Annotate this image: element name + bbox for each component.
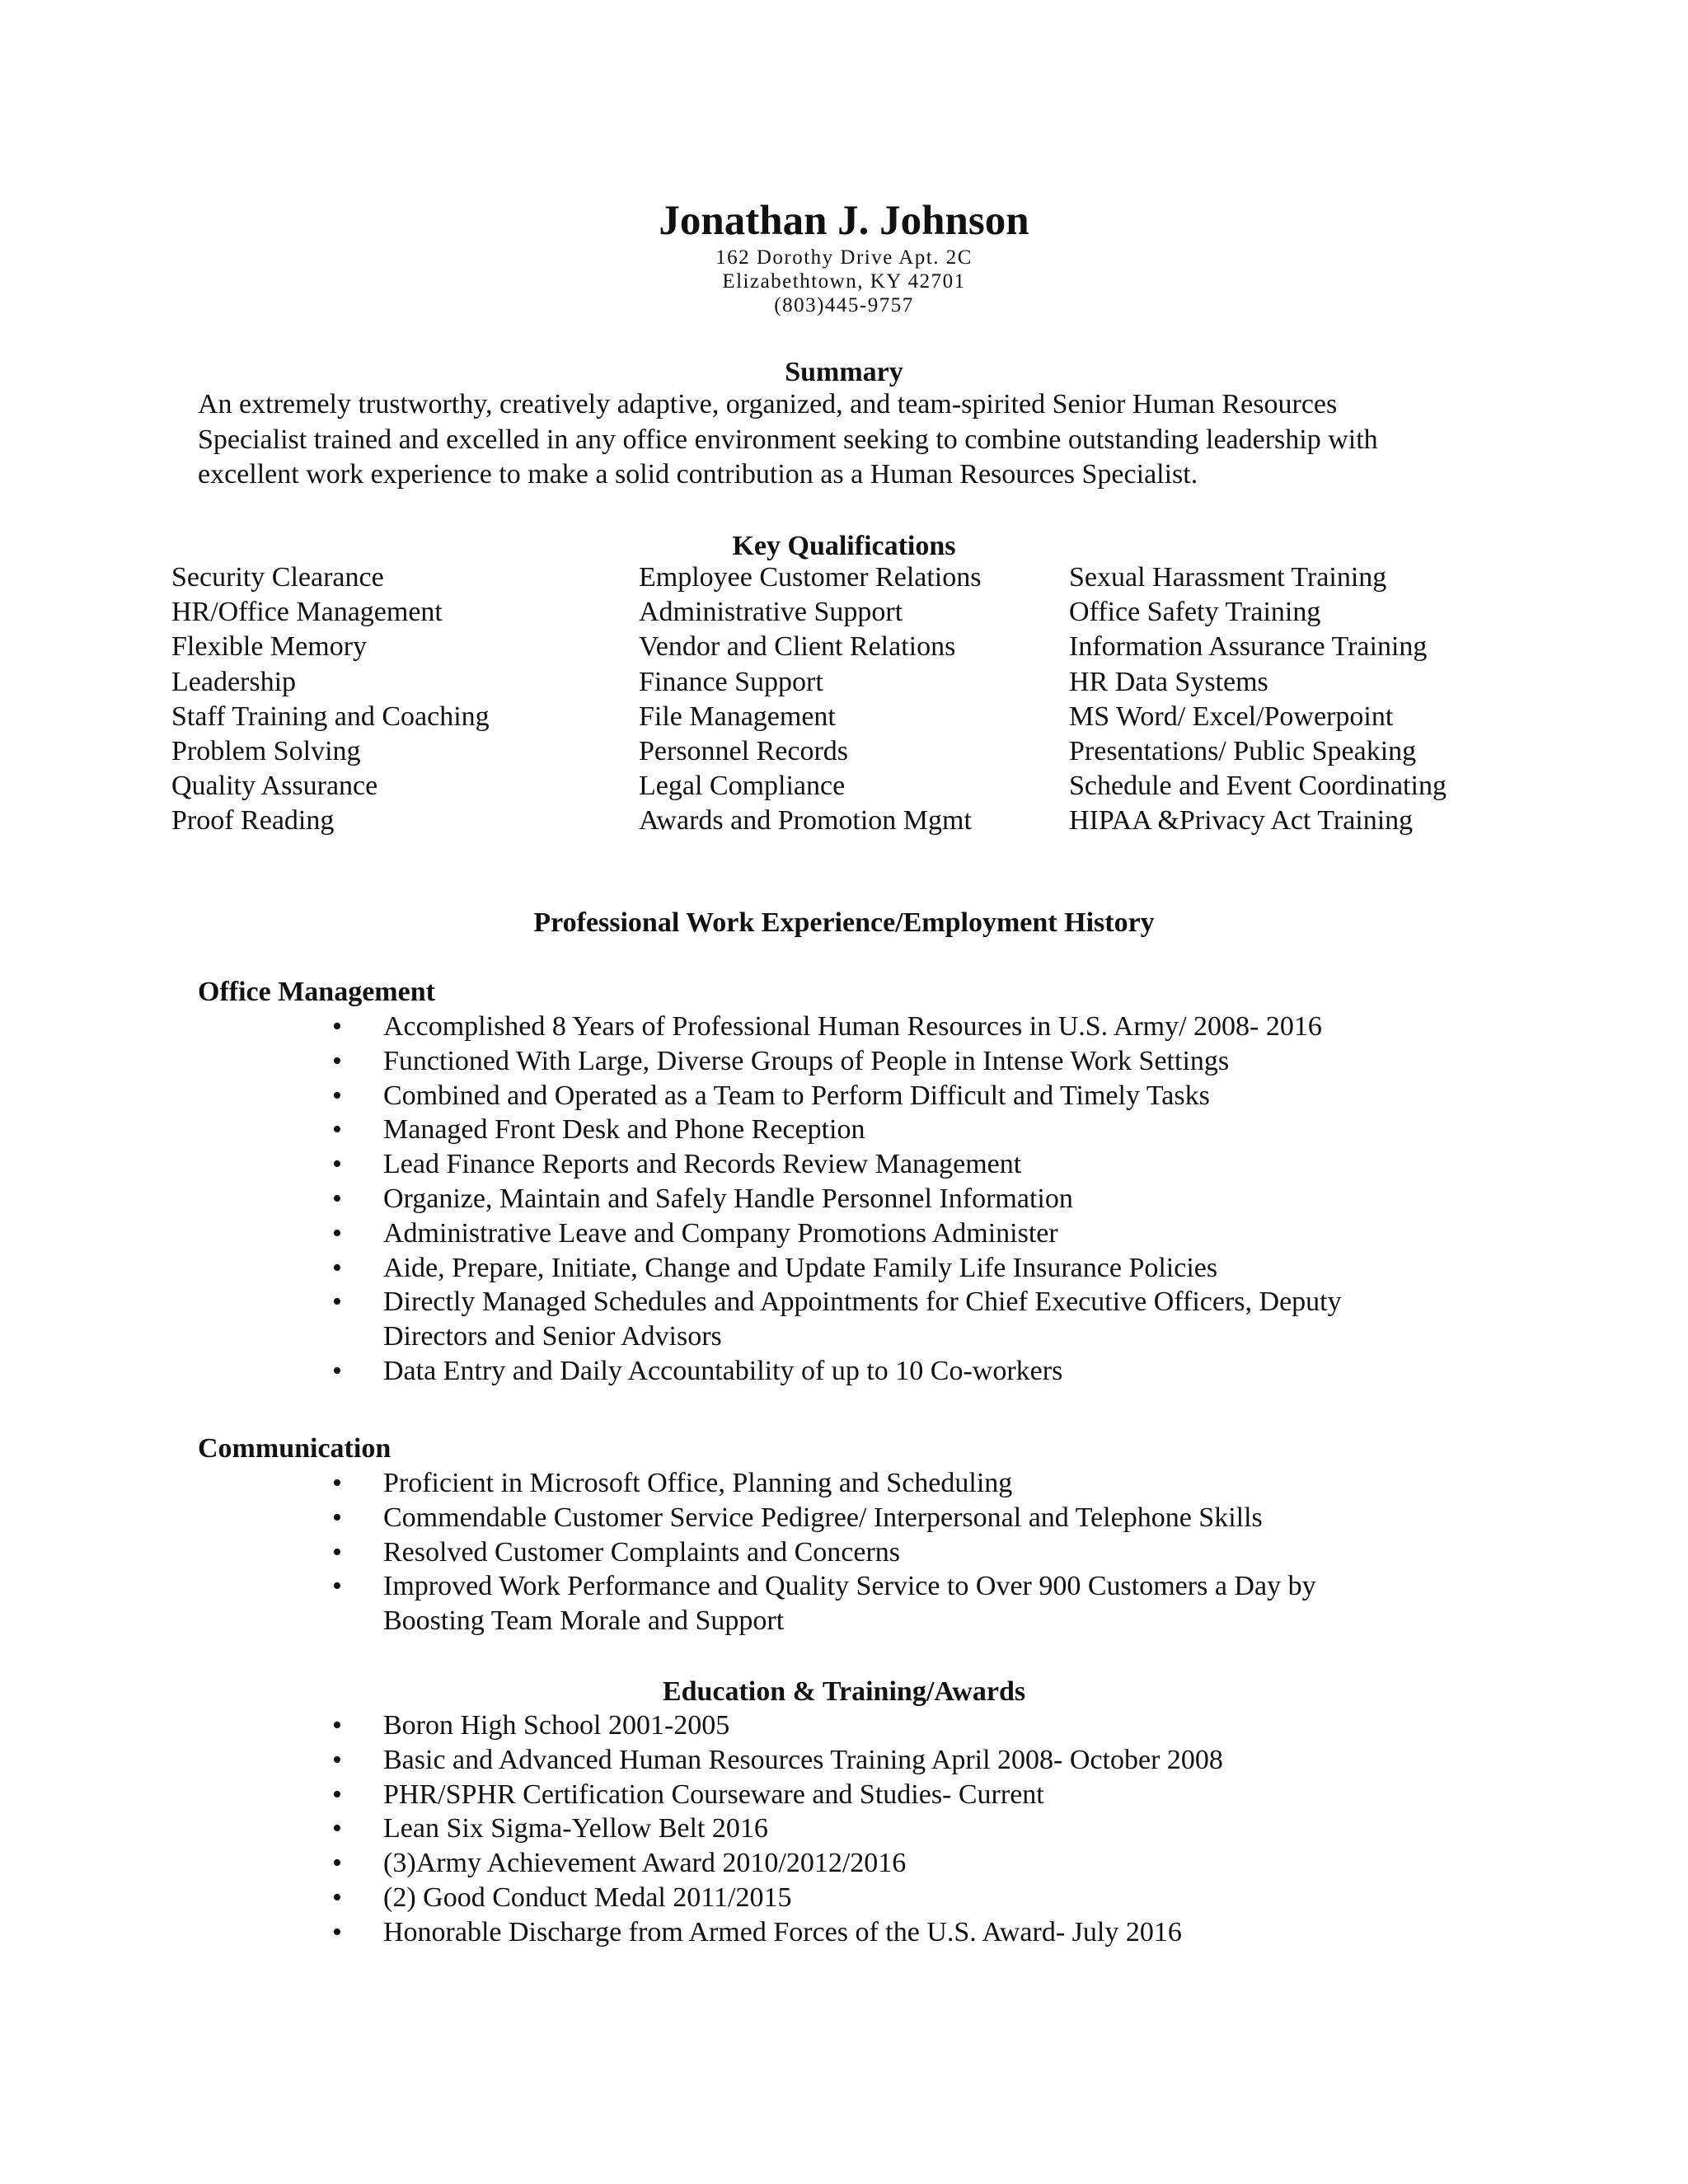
list-item: • Boron High School 2001-2005 bbox=[0, 1708, 1688, 1743]
list-item-line: Boosting Team Morale and Support bbox=[383, 1605, 785, 1637]
list-item: • Aide, Prepare, Initiate, Change and Update Family Life Insurance Policies bbox=[0, 1251, 1688, 1286]
summary-line: Specialist trained and excelled in any office environment seeking to combine outstanding leadership with bbox=[198, 424, 1378, 455]
list-item-line: • Improved Work Performance and Quality Service to Over 900 Customers a Day by bbox=[383, 1571, 1316, 1602]
qualifications-column-2 bbox=[639, 560, 982, 839]
qualification-item: Security Clearance bbox=[171, 562, 384, 593]
education-heading: Education & Training/Awards bbox=[662, 1676, 1026, 1707]
list-item: • Proficient in Microsoft Office, Planning and Scheduling bbox=[0, 1466, 1688, 1501]
qualification-item: Quality Assurance bbox=[171, 771, 378, 802]
qualification-item: Problem Solving bbox=[171, 736, 361, 767]
qualification-item: Legal Compliance bbox=[639, 771, 846, 802]
summary-heading: Summary bbox=[785, 357, 903, 387]
qualifications-column-3 bbox=[1069, 560, 1447, 839]
candidate-name: Jonathan J. Johnson bbox=[659, 198, 1029, 244]
qualification-item: HR/Office Management bbox=[171, 597, 443, 628]
list-item bbox=[0, 1285, 1688, 1354]
qualification-item: Office Safety Training bbox=[1069, 597, 1321, 628]
phone-number: (803)445-9757 bbox=[774, 294, 914, 316]
list-item: • Combined and Operated as a Team to Perform Difficult and Timely Tasks bbox=[0, 1079, 1688, 1113]
qualification-item: Information Assurance Training bbox=[1069, 631, 1428, 663]
qualification-item: Staff Training and Coaching bbox=[171, 701, 490, 732]
office-management-heading: Office Management bbox=[198, 977, 435, 1007]
list-item: • Resolved Customer Complaints and Concerns bbox=[0, 1535, 1688, 1570]
qualification-item: Sexual Harassment Training bbox=[1069, 562, 1387, 593]
experience-heading: Professional Work Experience/Employment History bbox=[533, 907, 1155, 938]
address-line-2: Elizabethtown, KY 42701 bbox=[722, 270, 966, 293]
qualification-item: Awards and Promotion Mgmt bbox=[639, 805, 972, 837]
qualification-item: Finance Support bbox=[639, 666, 823, 697]
list-item: • Basic and Advanced Human Resources Training April 2008- October 2008 bbox=[0, 1743, 1688, 1778]
summary-text bbox=[198, 387, 1517, 493]
list-item: • PHR/SPHR Certification Courseware and Studies- Current bbox=[0, 1778, 1688, 1812]
list-item: • Commendable Customer Service Pedigree/ Interpersonal and Telephone Skills bbox=[0, 1501, 1688, 1535]
list-item: • (3)Army Achievement Award 2010/2012/2016 bbox=[0, 1846, 1688, 1881]
list-item: • Managed Front Desk and Phone Reception bbox=[0, 1113, 1688, 1147]
list-item: • Lead Finance Reports and Records Review Management bbox=[0, 1147, 1688, 1182]
list-item bbox=[0, 1569, 1688, 1638]
qualification-item: MS Word/ Excel/Powerpoint bbox=[1069, 701, 1394, 732]
qualification-item: Employee Customer Relations bbox=[639, 562, 982, 593]
summary-line: excellent work experience to make a solid contribution as a Human Resources Specialist. bbox=[198, 459, 1198, 490]
list-item: • Data Entry and Daily Accountability of up to 10 Co-workers bbox=[0, 1354, 1688, 1389]
education-list bbox=[0, 1708, 1688, 1950]
qualification-item: Personnel Records bbox=[639, 736, 849, 767]
qualification-item: HR Data Systems bbox=[1069, 666, 1268, 697]
list-item: • Lean Six Sigma-Yellow Belt 2016 bbox=[0, 1811, 1688, 1846]
communication-list bbox=[0, 1466, 1688, 1638]
qualifications-heading: Key Qualifications bbox=[732, 531, 956, 561]
qualification-item: Vendor and Client Relations bbox=[639, 631, 956, 663]
list-item: • Functioned With Large, Diverse Groups of People in Intense Work Settings bbox=[0, 1044, 1688, 1079]
qualification-item: Proof Reading bbox=[171, 805, 335, 837]
qualification-item: File Management bbox=[639, 701, 836, 732]
list-item: • (2) Good Conduct Medal 2011/2015 bbox=[0, 1881, 1688, 1915]
list-item: • Honorable Discharge from Armed Forces of the U.S. Award- July 2016 bbox=[0, 1915, 1688, 1950]
address-line-1: 162 Dorothy Drive Apt. 2C bbox=[715, 246, 973, 269]
list-item: • Organize, Maintain and Safely Handle Personnel Information bbox=[0, 1182, 1688, 1216]
list-item: • Administrative Leave and Company Promotions Administer bbox=[0, 1216, 1688, 1251]
summary-line: An extremely trustworthy, creatively adaptive, organized, and team-spirited Senior Human Resources bbox=[198, 389, 1338, 419]
communication-heading: Communication bbox=[198, 1433, 392, 1464]
qualification-item: Administrative Support bbox=[639, 597, 903, 628]
qualification-item: Presentations/ Public Speaking bbox=[1069, 736, 1417, 767]
office-management-list bbox=[0, 1010, 1688, 1389]
qualification-item: Leadership bbox=[171, 666, 297, 697]
qualifications-column-1 bbox=[171, 560, 490, 839]
qualification-item: Flexible Memory bbox=[171, 631, 368, 663]
qualification-item: HIPAA &Privacy Act Training bbox=[1069, 805, 1414, 837]
list-item-line: Directors and Senior Advisors bbox=[383, 1321, 722, 1352]
list-item: • Accomplished 8 Years of Professional Human Resources in U.S. Army/ 2008- 2016 bbox=[0, 1010, 1688, 1044]
qualification-item: Schedule and Event Coordinating bbox=[1069, 771, 1447, 802]
list-item-line: • Directly Managed Schedules and Appointments for Chief Executive Officers, Deputy bbox=[383, 1286, 1342, 1318]
